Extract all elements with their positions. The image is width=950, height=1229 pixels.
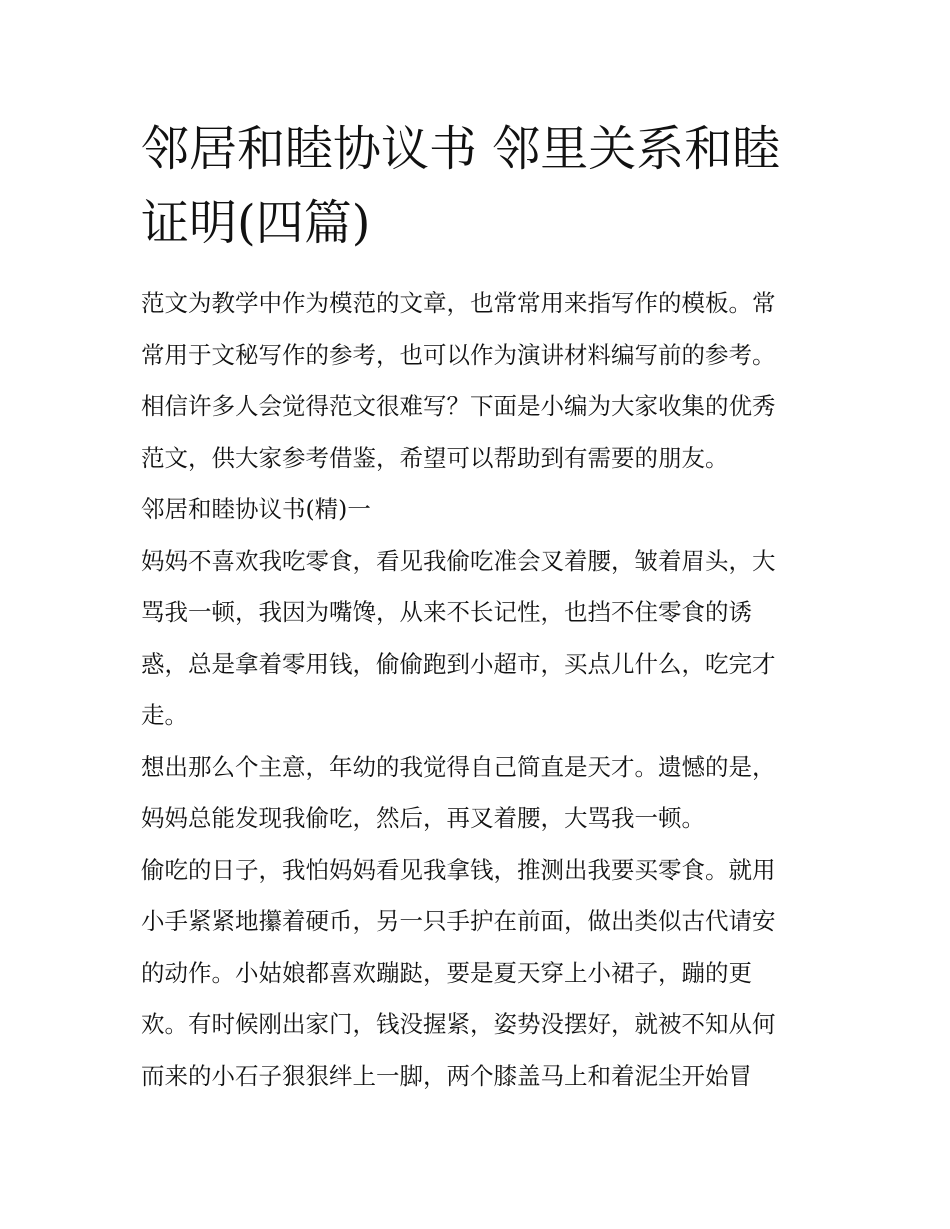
- paragraph-line: 妈妈不喜欢我吃零食，看见我偷吃准会叉着腰，皱着眉头，大: [141, 546, 776, 575]
- paragraph-line: 欢。有时候刚出家门，钱没握紧，姿势没摆好，就被不知从何: [141, 1010, 776, 1038]
- paragraph-line: 范文为教学中作为模范的文章，也常常用来指写作的模板。常: [141, 289, 776, 317]
- paragraph-line: 相信许多人会觉得范文很难写？下面是小编为大家收集的优秀: [141, 392, 776, 420]
- paragraph-line: 妈妈总能发现我偷吃，然后，再叉着腰，大骂我一顿。: [141, 804, 705, 832]
- title-line-2: 证明(四篇): [141, 195, 371, 251]
- section-heading: [141, 484, 813, 536]
- paragraph-line: 骂我一顿，我因为嘴馋，从来不长记性，也挡不住零食的诱: [141, 598, 752, 626]
- title-line-1: 邻居和睦协议书 邻里关系和睦: [141, 121, 781, 177]
- document-title: [141, 112, 813, 260]
- paragraph-line: 而来的小石子狠狠绊上一脚，两个膝盖马上和着泥尘开始冒: [141, 1061, 752, 1090]
- paragraph-line: 范文，供大家参考借鉴，希望可以帮助到有需要的朋友。: [141, 443, 729, 472]
- body-paragraph-2: [141, 742, 813, 845]
- intro-paragraph: [141, 278, 813, 484]
- paragraph-line: 想出那么个主意，年幼的我觉得自己简直是天才。遗憾的是，: [141, 752, 776, 781]
- body-paragraph-1: [141, 536, 813, 742]
- paragraph-line: 常用于文秘写作的参考，也可以作为演讲材料编写前的参考。: [141, 340, 776, 369]
- paragraph-line: 走。: [141, 701, 188, 729]
- paragraph-line: 的动作。小姑娘都喜欢蹦跶，要是夏天穿上小裙子，蹦的更: [141, 958, 752, 987]
- paragraph-line: 惑，总是拿着零用钱，偷偷跑到小超市，买点儿什么，吃完才: [141, 649, 776, 678]
- paragraph-line: 小手紧紧地攥着硬币，另一只手护在前面，做出类似古代请安: [141, 907, 776, 935]
- document-content: [141, 112, 813, 1102]
- section-heading-text: 邻居和睦协议书(精)一: [141, 495, 371, 523]
- body-paragraph-3: [141, 845, 813, 1103]
- paragraph-line: 偷吃的日子，我怕妈妈看见我拿钱，推测出我要买零食。就用: [141, 855, 776, 884]
